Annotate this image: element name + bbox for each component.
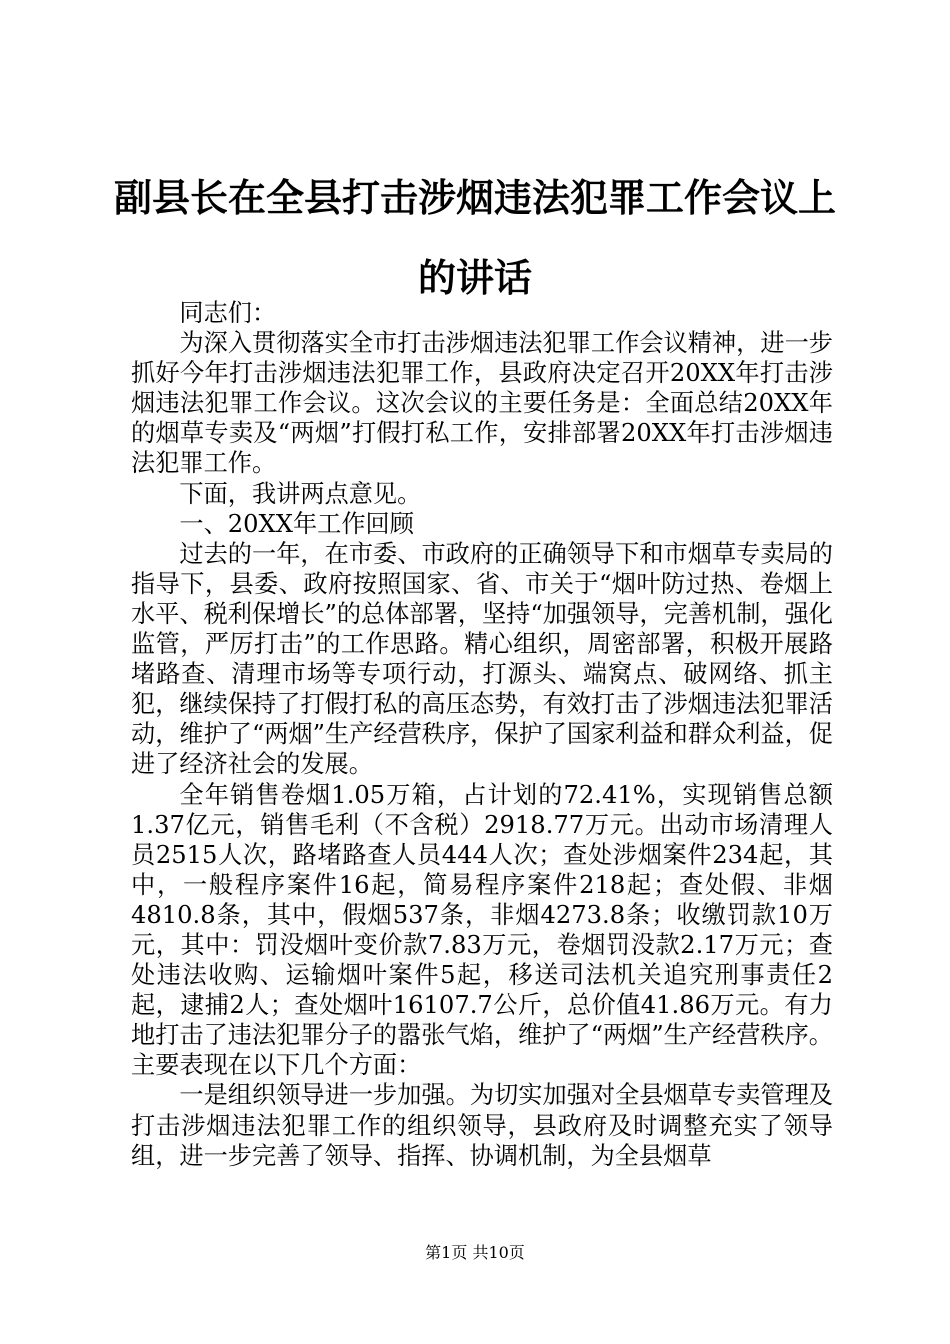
- section-heading: 一、20XX年工作回顾: [179, 509, 414, 538]
- paragraph-salutation: 同志们：: [179, 299, 277, 327]
- paragraph-review: 过去的一年，在市委、市政府的正确领导下和市烟草专卖局的指导下，县委、政府按照国家、省、市关于“烟叶防过热、卷烟上水平、税利保增长”的总体部署，坚持“加强领导，完善机制，强化监管，严厉打击”的工作思路。精心组织，周密部署，积极开展路堵路查、清理市场等专项行动，打源头、端窝点、破网络、抓主犯，继续保持了打假打私的高压态势，有效打击了涉烟违法犯罪活动，维护了“两烟”生产经营秩序，保护了国家利益和群众利益，促进了经济社会的发展。: [131, 539, 833, 779]
- document-title: 副县长在全县打击涉烟违法犯罪工作会议上的讲话: [113, 175, 836, 300]
- paragraph-point-one: 一是组织领导进一步加强。为切实加强对全县烟草专卖管理及打击涉烟违法犯罪工作的组织领导，县政府及时调整充实了领导组，进一步完善了领导、指挥、协调机制，为全县烟草: [131, 1081, 833, 1170]
- paragraph-statistics: 全年销售卷烟1.05万箱，占计划的72.41%，实现销售总额1.37亿元，销售毛利（不含税）2918.77万元。出动市场清理人员2515人次，路堵路查人员444人次；查处涉烟案件234起，其中，一般程序案件16起，简易程序案件218起；查处假、非烟4810.8条，其中，假烟537条，非烟4273.8条；收缴罚款10万元，其中：罚没烟叶变价款7.83万元，卷烟罚没款2.17万元；查处违法收购、运输烟叶案件5起，移送司法机关追究刑事责任2起，逮捕2人；查处烟叶16107.7公斤，总价值41.86万元。有力地打击了违法犯罪分子的嚣张气焰，维护了“两烟”生产经营秩序。主要表现在以下几个方面：: [131, 780, 833, 1080]
- document-body: [131, 298, 833, 1171]
- paragraph-intro: 为深入贯彻落实全市打击涉烟违法犯罪工作会议精神，进一步抓好今年打击涉烟违法犯罪工作，县政府决定召开20XX年打击涉烟违法犯罪工作会议。这次会议的主要任务是：全面总结20XX年的烟草专卖及“两烟”打假打私工作，安排部署20XX年打击涉烟违法犯罪工作。: [131, 329, 833, 478]
- paragraph-outline: 下面，我讲两点意见。: [179, 479, 422, 508]
- page-number-footer: 第1页 共10页: [425, 1243, 525, 1262]
